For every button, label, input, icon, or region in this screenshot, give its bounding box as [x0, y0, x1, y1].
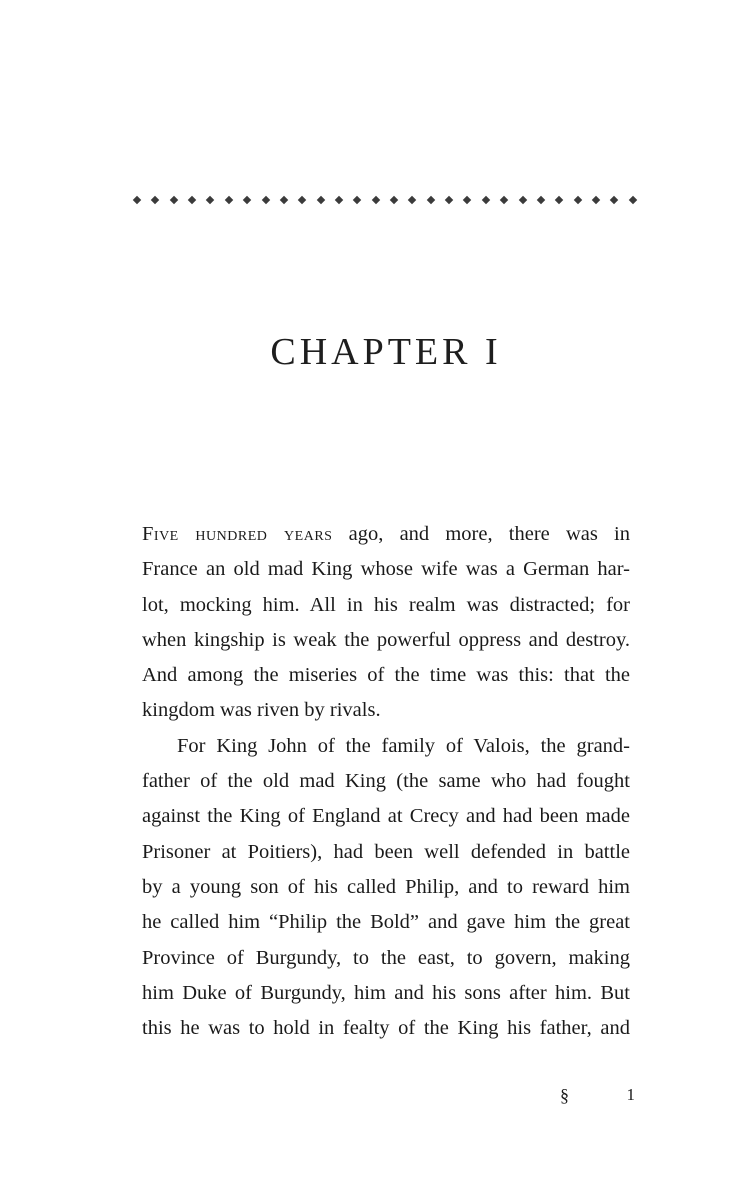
text-line: lot, mocking him. All in his realm was distracted; for — [142, 593, 630, 616]
diamond-icon — [206, 196, 214, 204]
text-line: And among the miseries of the time was this: that the — [142, 664, 630, 687]
diamond-icon — [573, 196, 581, 204]
text-line: him Duke of Burgundy, him and his sons after him. But — [142, 981, 630, 1004]
text-line: by a young son of his called Philip, and to reward him — [142, 875, 630, 898]
diamond-icon — [592, 196, 600, 204]
page-footer — [560, 1083, 635, 1107]
text-line: Province of Burgundy, to the east, to govern, making — [142, 946, 630, 969]
paragraph-1 — [142, 517, 630, 729]
chapter-title: CHAPTER I — [270, 331, 502, 373]
diamond-icon — [225, 196, 233, 204]
diamond-icon — [628, 196, 636, 204]
diamond-icon — [298, 196, 306, 204]
smallcaps-lead: Five hundred years — [142, 523, 333, 545]
diamond-icon — [243, 196, 251, 204]
diamond-icon — [518, 196, 526, 204]
diamond-icon — [371, 196, 379, 204]
text-line: France an old mad King whose wife was a German har- — [142, 558, 630, 581]
text-line: father of the old mad King (the same who had fought — [142, 770, 630, 793]
section-ornament-icon: § — [560, 1085, 569, 1105]
chapter-body — [142, 517, 630, 1046]
diamond-icon — [261, 196, 269, 204]
diamond-icon — [537, 196, 545, 204]
diamond-icon — [188, 196, 196, 204]
text-line: he called him “Philip the Bold” and gave him the great — [142, 911, 630, 934]
diamond-icon — [390, 196, 398, 204]
diamond-icon — [463, 196, 471, 204]
diamond-icon — [500, 196, 508, 204]
diamond-icon — [169, 196, 177, 204]
text-line: this he was to hold in fealty of the King his father, and — [142, 1017, 630, 1040]
diamond-icon — [151, 196, 159, 204]
text-line: Five hundred years ago, and more, there was in — [142, 523, 630, 545]
text-line: For King John of the family of Valois, the grand- — [177, 734, 630, 757]
text-line: against the King of England at Crecy and had been made — [142, 805, 630, 828]
text-line: kingdom was riven by rivals. — [142, 699, 381, 722]
diamond-icon — [555, 196, 563, 204]
diamond-icon — [408, 196, 416, 204]
diamond-icon — [427, 196, 435, 204]
paragraph-2 — [142, 729, 630, 1047]
diamond-icon — [335, 196, 343, 204]
diamond-icon — [280, 196, 288, 204]
diamond-icon — [316, 196, 324, 204]
text-line: when kingship is weak the powerful oppress and destroy. — [142, 628, 630, 651]
diamond-icon — [445, 196, 453, 204]
diamond-icon — [610, 196, 618, 204]
page-number: 1 — [626, 1085, 635, 1104]
diamond-rule-ornament — [134, 193, 636, 207]
diamond-icon — [133, 196, 141, 204]
diamond-icon — [482, 196, 490, 204]
text-line: Prisoner at Poitiers), had been well defended in battle — [142, 840, 630, 863]
diamond-icon — [353, 196, 361, 204]
